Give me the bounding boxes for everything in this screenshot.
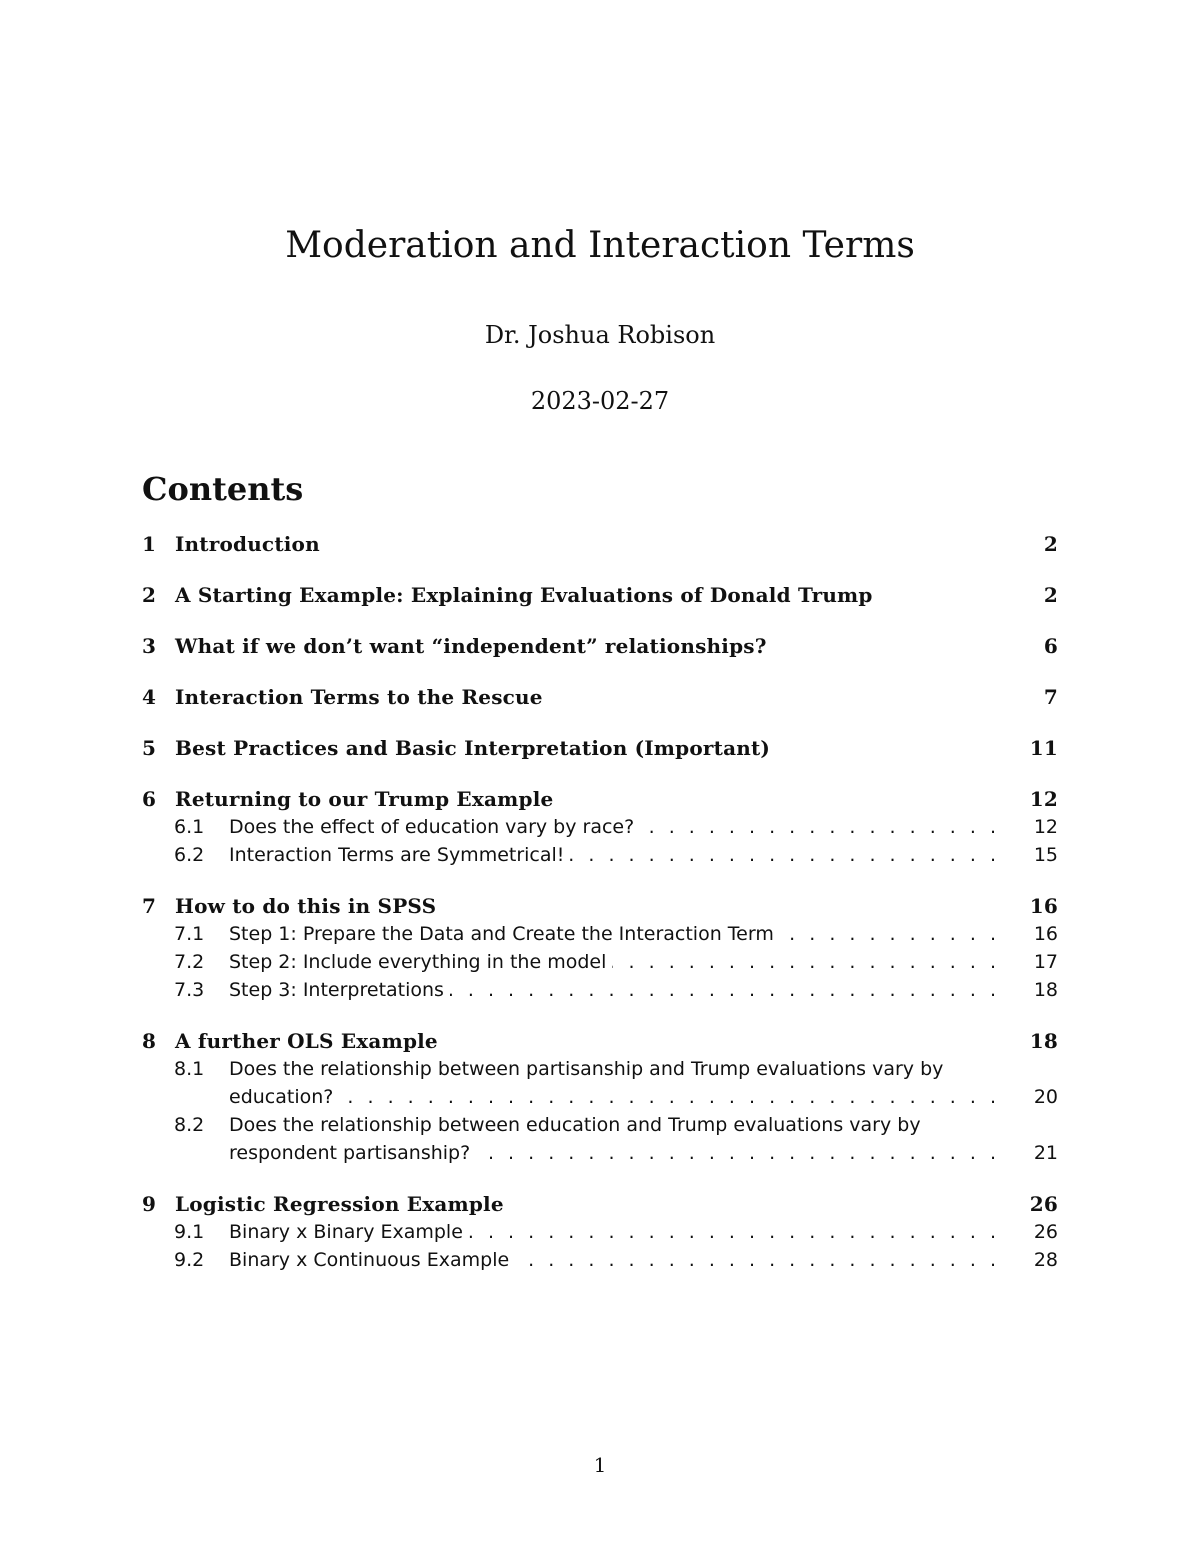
- toc-section-group: [142, 785, 1058, 869]
- toc-section-number: 3: [142, 634, 157, 658]
- document-title: Moderation and Interaction Terms: [285, 225, 915, 266]
- toc-subsection-title: Binary x Continuous Example: [229, 1249, 515, 1271]
- toc-section-number: 2: [142, 583, 157, 607]
- toc-subsection-number: 6.1: [174, 816, 205, 838]
- toc-subsection-page: 21: [1033, 1142, 1058, 1164]
- toc-subsection-entry[interactable]: [142, 948, 1058, 976]
- toc-subsection-page: 17: [1033, 951, 1058, 973]
- toc-subsection-number: 9.2: [174, 1249, 205, 1271]
- toc-section-entry[interactable]: [142, 632, 1058, 660]
- toc-section-group: [142, 683, 1058, 711]
- toc-section-entry[interactable]: [142, 1027, 1058, 1055]
- table-of-contents: [142, 530, 1058, 1274]
- toc-subsection-number: 7.2: [174, 951, 205, 973]
- toc-section-entry[interactable]: [142, 734, 1058, 762]
- document-author: Dr. Joshua Robison: [484, 321, 716, 349]
- toc-section-entry[interactable]: [142, 1190, 1058, 1218]
- toc-section-entry[interactable]: [142, 785, 1058, 813]
- toc-subsection-number: 9.1: [174, 1221, 205, 1243]
- toc-subsection-entry[interactable]: [142, 976, 1058, 1004]
- toc-section-number: 6: [142, 787, 157, 811]
- toc-section-group: [142, 530, 1058, 558]
- toc-subsection-entry[interactable]: [142, 841, 1058, 869]
- contents-heading: Contents: [142, 470, 304, 508]
- toc-section-number: 5: [142, 736, 157, 760]
- toc-subsection-entry[interactable]: [142, 1055, 1058, 1111]
- toc-section-group: [142, 892, 1058, 1004]
- toc-subsection-page: 20: [1033, 1086, 1058, 1108]
- toc-subsection-title: Does the relationship between education and Trump evaluations vary by respondent partisanship?: [229, 1114, 921, 1164]
- toc-section-title: Returning to our Trump Example: [175, 787, 554, 811]
- toc-section-group: [142, 1190, 1058, 1274]
- toc-section-page: 6: [1043, 634, 1058, 658]
- toc-section-number: 7: [142, 894, 157, 918]
- toc-subsection-entry[interactable]: [142, 813, 1058, 841]
- toc-subsection-entry[interactable]: [142, 920, 1058, 948]
- toc-section-number: 9: [142, 1192, 157, 1216]
- toc-subsection-page: 28: [1033, 1249, 1058, 1271]
- toc-subsection-title: Interaction Terms are Symmetrical!: [229, 844, 570, 866]
- toc-section-page: 2: [1043, 583, 1058, 607]
- toc-subsection-number: 7.1: [174, 923, 205, 945]
- document-date: 2023-02-27: [530, 387, 670, 415]
- toc-section-title: A further OLS Example: [175, 1029, 438, 1053]
- toc-section-page: 11: [1029, 736, 1058, 760]
- toc-section-number: 4: [142, 685, 157, 709]
- toc-subsection-title: Does the relationship between partisanship and Trump evaluations vary by education?: [229, 1058, 944, 1108]
- toc-subsection-title: Does the effect of education vary by race?: [229, 816, 640, 838]
- page-number: 1: [593, 1453, 607, 1477]
- toc-subsection-number: 7.3: [174, 979, 205, 1001]
- toc-subsection-number: 8.1: [174, 1058, 205, 1080]
- toc-subsection-entry[interactable]: [142, 1246, 1058, 1274]
- toc-subsection-title: Step 1: Prepare the Data and Create the Interaction Term: [229, 923, 780, 945]
- toc-section-page: 12: [1029, 787, 1058, 811]
- toc-subsection-page: 26: [1033, 1221, 1058, 1243]
- toc-subsection-entry[interactable]: [142, 1218, 1058, 1246]
- toc-section-number: 8: [142, 1029, 157, 1053]
- toc-section-title: Best Practices and Basic Interpretation (Important): [175, 736, 771, 760]
- toc-subsection-number: 8.2: [174, 1114, 205, 1136]
- toc-subsection-title: Binary x Binary Example: [229, 1221, 469, 1243]
- toc-subsection-page: 18: [1033, 979, 1058, 1001]
- toc-section-page: 16: [1029, 894, 1058, 918]
- toc-subsection-entry[interactable]: [142, 1111, 1058, 1167]
- toc-section-title: Logistic Regression Example: [175, 1192, 504, 1216]
- toc-section-page: 2: [1043, 532, 1058, 556]
- toc-section-title: What if we don’t want “independent” relationships?: [175, 634, 767, 658]
- toc-section-entry[interactable]: [142, 581, 1058, 609]
- toc-section-group: [142, 632, 1058, 660]
- toc-subsection-title: Step 3: Interpretations: [229, 979, 450, 1001]
- toc-subsection-page: 15: [1033, 844, 1058, 866]
- toc-subsection-page: 12: [1033, 816, 1058, 838]
- toc-section-group: [142, 581, 1058, 609]
- toc-section-title: Introduction: [175, 532, 320, 556]
- toc-section-page: 7: [1043, 685, 1058, 709]
- toc-section-group: [142, 1027, 1058, 1167]
- toc-section-number: 1: [142, 532, 157, 556]
- toc-section-entry[interactable]: [142, 683, 1058, 711]
- toc-section-group: [142, 734, 1058, 762]
- toc-section-title: How to do this in SPSS: [175, 894, 437, 918]
- toc-section-page: 18: [1029, 1029, 1058, 1053]
- toc-section-title: Interaction Terms to the Rescue: [175, 685, 543, 709]
- toc-section-page: 26: [1029, 1192, 1058, 1216]
- toc-subsection-page: 16: [1033, 923, 1058, 945]
- toc-subsection-number: 6.2: [174, 844, 205, 866]
- toc-section-entry[interactable]: [142, 530, 1058, 558]
- toc-section-title: A Starting Example: Explaining Evaluations of Donald Trump: [175, 583, 873, 607]
- toc-section-entry[interactable]: [142, 892, 1058, 920]
- toc-subsection-title: Step 2: Include everything in the model: [229, 951, 612, 973]
